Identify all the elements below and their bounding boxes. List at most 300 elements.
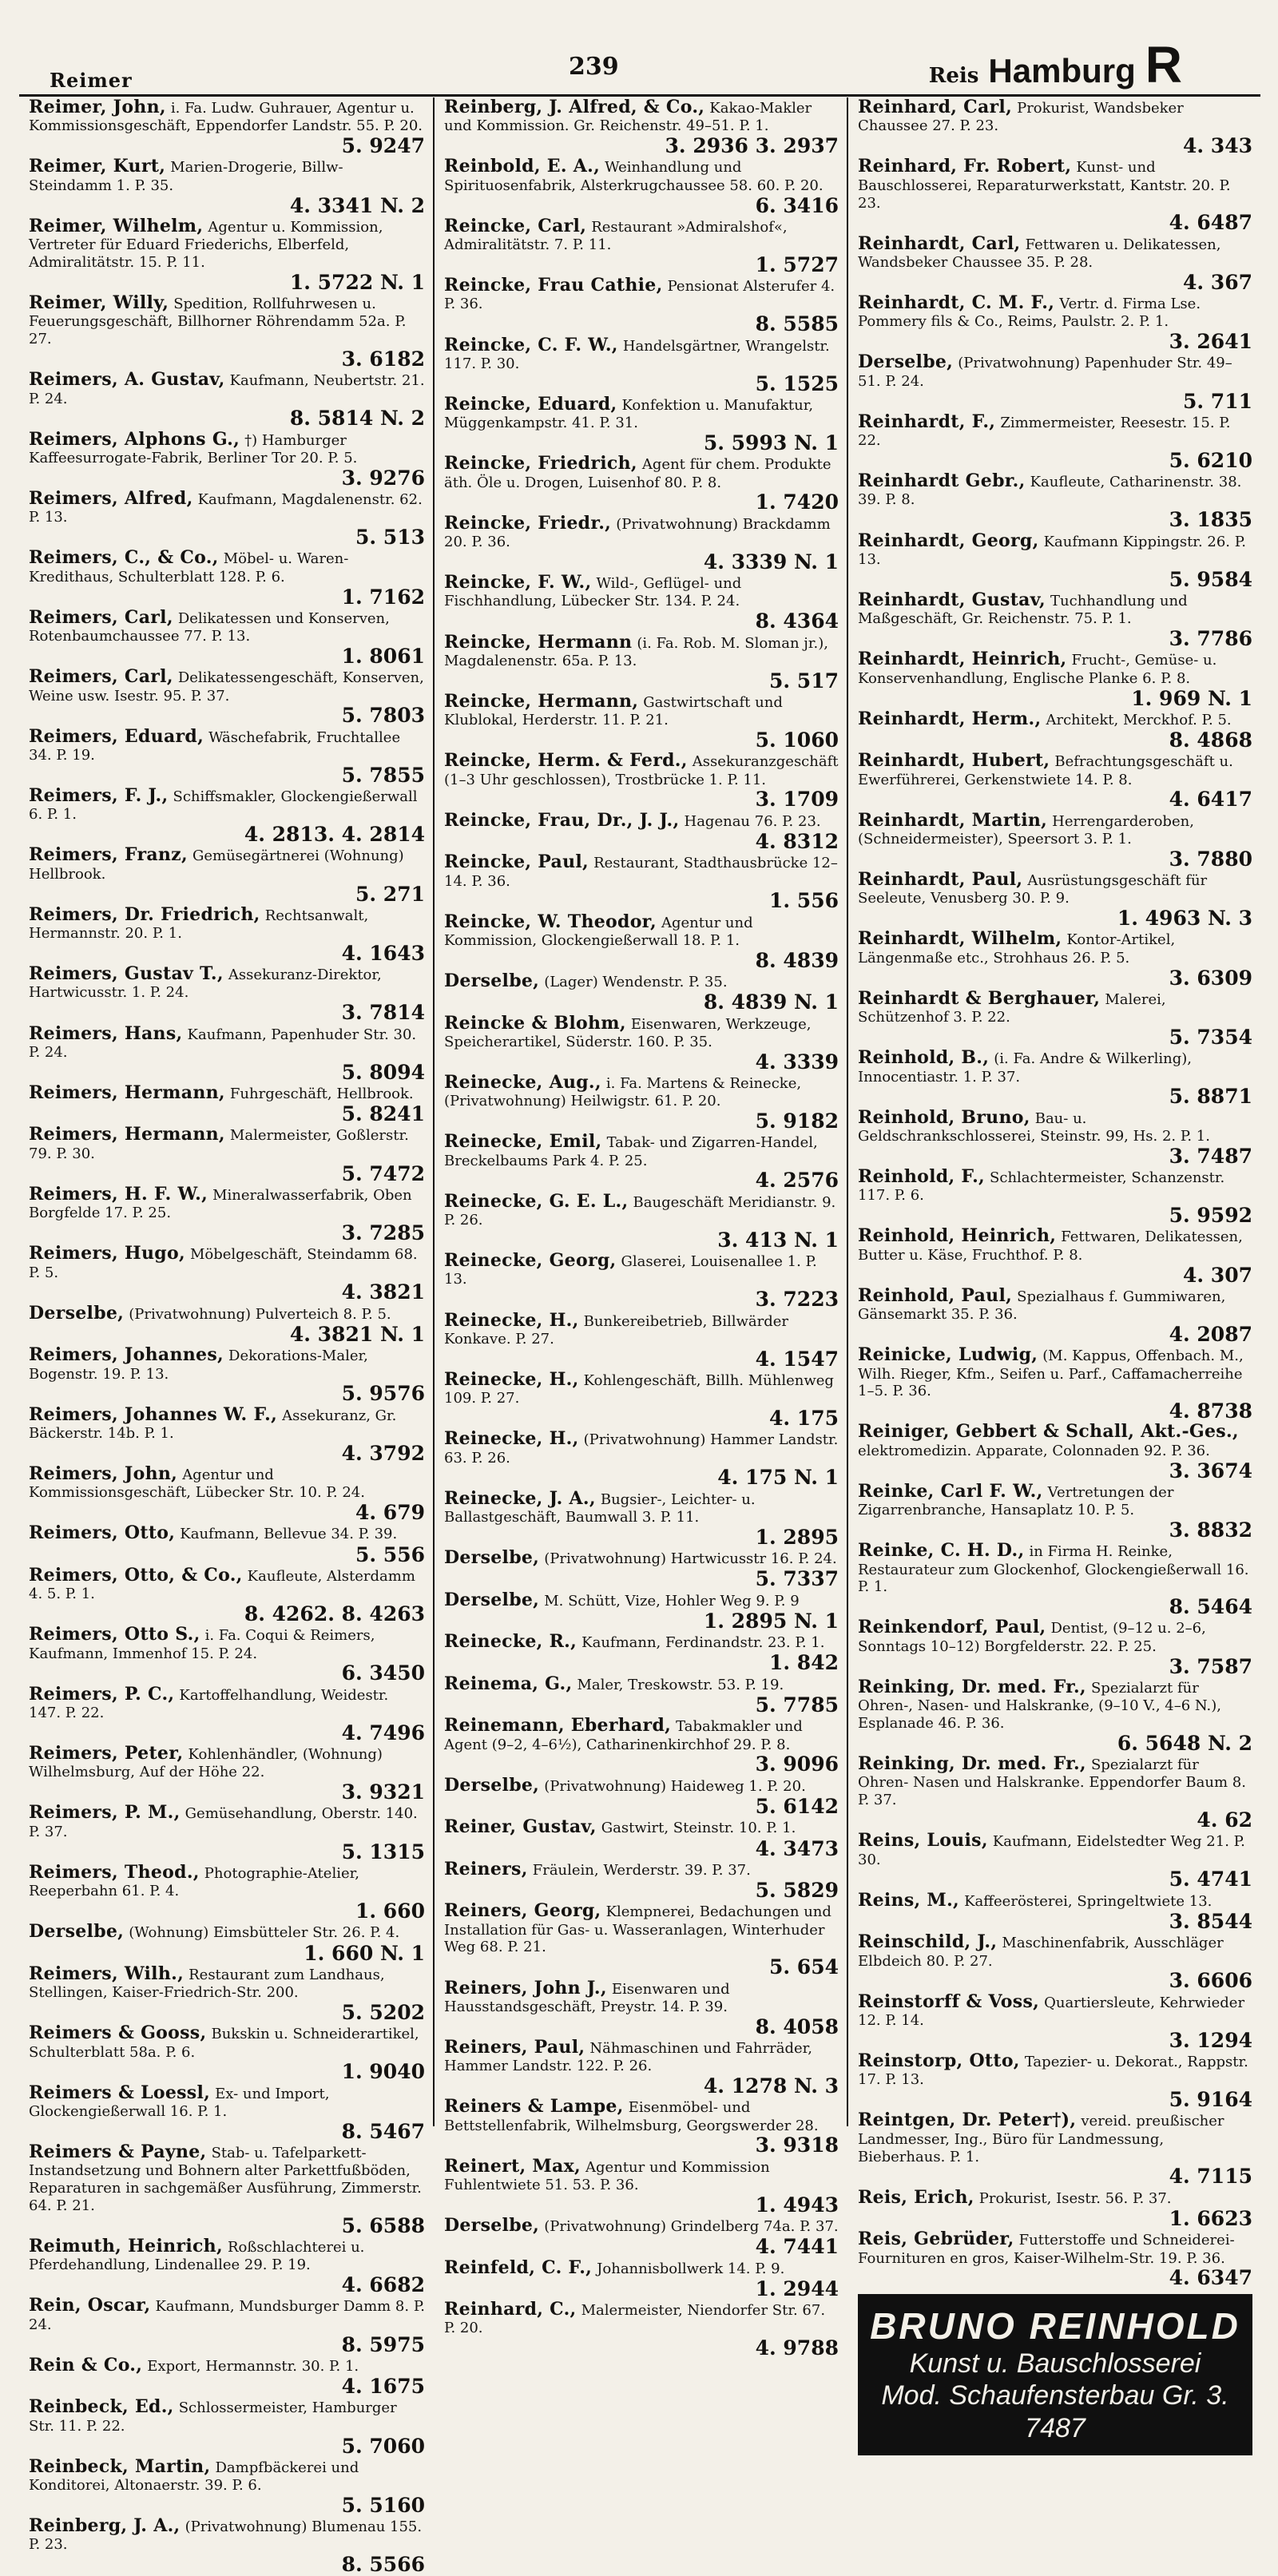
entry-description: Export, Hermannstr. 30. P. 1. <box>147 2357 359 2375</box>
entry-description: Kaufmann, Papenhuder Str. 30. P. 24. <box>29 1026 417 1061</box>
entry-phone: 3. 3674 <box>1169 1459 1252 1482</box>
entry-name: Reinecke, Georg, <box>444 1250 617 1272</box>
entry-description: Kaufmann, Magdalenenstr. 62. P. 13. <box>29 491 423 526</box>
directory-entry <box>858 1482 1252 1541</box>
entry-description: (Wohnung) Eimsbütteler Str. 26. P. 4. <box>129 1924 400 1942</box>
entry-phone: 5. 8241 <box>341 1102 425 1126</box>
entry-description: †) Hamburger Kaffeesurrogate-Fabrik, Berliner Tor 20. P. 5. <box>29 431 358 466</box>
entry-name: Reinhold, Bruno, <box>858 1106 1030 1128</box>
entry-phone: 3. 2936 3. 2937 <box>665 134 839 158</box>
directory-entry <box>29 2356 425 2398</box>
entry-name: Reinecke, J. A., <box>444 1487 596 1509</box>
entry-name: Reinecke, R., <box>444 1631 577 1653</box>
entry-description: Quartiersleute, Kehrwieder 12. P. 14. <box>858 1994 1245 2029</box>
entry-phone: 4. 9788 <box>755 2336 839 2360</box>
directory-entry <box>29 293 425 370</box>
entry-name: Reincke, C. F. W., <box>444 334 618 355</box>
entry-name: Reimers, Hermann, <box>29 1124 225 1145</box>
entry-name: Reinecke, H., <box>444 1309 579 1331</box>
entry-description: Spezialarzt für Ohren- Nasen und Halskranke. Eppendorfer Baum 8. P. 37. <box>858 1756 1246 1809</box>
directory-entry <box>858 352 1252 411</box>
entry-description: Fettwaren, Delikatessen, Butter u. Käse, Fruchthof. P. 8. <box>858 1228 1243 1264</box>
entry-phone: 5. 5993 N. 1 <box>703 431 839 455</box>
entry-name: Reinke, Carl F. W., <box>858 1480 1043 1502</box>
entry-name: Reinke, C. H. D., <box>858 1540 1025 1562</box>
entry-name: Reincke, Friedr., <box>444 512 612 534</box>
entry-description: Kaufmann Kippingstr. 26. P. 13. <box>858 533 1246 568</box>
entry-name: Reimers, Hans, <box>29 1022 183 1044</box>
entry-description: Gastwirtschaft und Klublokal, Herderstr. 11. P. 21. <box>444 693 783 729</box>
entry-name: Reincke, Hermann, <box>444 690 639 712</box>
directory-entry <box>444 2216 839 2258</box>
entry-description: Pensionat Alsterufer 4. P. 36. <box>444 278 835 313</box>
entry-description: Maler, Treskowstr. 53. P. 19. <box>577 1676 784 1693</box>
directory-entry <box>29 1803 425 1862</box>
directory-entry <box>858 471 1252 530</box>
entry-description: Kontor-Artikel, Längenmaße etc., Strohhaus 26. P. 5. <box>858 931 1176 966</box>
entry-name: Reiners, Paul, <box>444 2036 585 2058</box>
entry-description: Frucht-, Gemüse- u. Konservenhandlung, Englische Planke 6. P. 8. <box>858 652 1217 687</box>
entry-name: Reinking, Dr. med. Fr., <box>858 1753 1086 1775</box>
column-3 <box>847 97 1260 2444</box>
entry-description: Malermeister, Niendorfer Str. 67. P. 20. <box>444 2302 826 2337</box>
directory-entry <box>29 667 425 726</box>
directory-entry <box>858 989 1252 1048</box>
entry-description: Schiffsmakler, Glockengießerwall 6. P. 1. <box>29 788 418 824</box>
entry-description: Agentur und Kommissionsgeschäft, Lübecker Str. 10. P. 24. <box>29 1466 365 1502</box>
directory-entry <box>858 2188 1252 2230</box>
entry-phone: 5. 8094 <box>341 1060 425 1084</box>
entry-name: Reinbeck, Martin, <box>29 2455 211 2477</box>
entry-name: Derselbe, <box>444 1774 540 1796</box>
entry-name: Reinking, Dr. med. Fr., <box>858 1676 1086 1697</box>
entry-description: Tabak- und Zigarren-Handel, Breckelbaums Park 4. P. 25. <box>444 1134 818 1169</box>
header-left-keyword: Reimer <box>50 69 133 92</box>
entry-name: Reimers, Hermann, <box>29 1082 225 1103</box>
entry-name: Reinhold, Paul, <box>858 1284 1013 1306</box>
directory-entry <box>444 97 839 157</box>
ad-title: BRUNO REINHOLD <box>870 2304 1240 2347</box>
entry-phone: 1. 7420 <box>755 490 839 514</box>
entry-phone: 3. 1294 <box>1169 2028 1252 2052</box>
directory-entry <box>29 905 425 964</box>
directory-entry <box>29 370 425 429</box>
directory-entry <box>29 2296 425 2355</box>
directory-entry <box>858 811 1252 870</box>
entry-phone: 5. 711 <box>1183 389 1252 413</box>
entry-phone: 8. 5464 <box>1169 1595 1252 1619</box>
entry-phone: 8. 4058 <box>755 2014 839 2038</box>
entry-phone: 5. 4741 <box>1169 1868 1252 1891</box>
entry-phone: 4. 1643 <box>341 941 425 965</box>
entry-description: i. Fa. Ludw. Guhrauer, Agentur u. Kommissionsgeschäft, Eppendorfer Landstr. 55. P. 20. <box>29 100 423 135</box>
entry-description: Fuhrgeschäft, Hellbrook. <box>229 1085 414 1102</box>
directory-entry <box>29 157 425 216</box>
entry-description: (Privatwohnung) Papenhuder Str. 49–51. P. 24. <box>858 355 1232 390</box>
entry-name: Reimers, Otto, & Co., <box>29 1564 243 1586</box>
entry-name: Reins, Louis, <box>858 1830 988 1852</box>
directory-entry <box>444 216 839 276</box>
directory-entry <box>444 1311 839 1370</box>
directory-entry <box>444 1251 839 1310</box>
entry-phone: 5. 9584 <box>1169 567 1252 591</box>
directory-entry <box>858 1831 1252 1890</box>
entry-name: Reincke, Paul, <box>444 851 589 873</box>
entry-phone: 4. 3821 <box>341 1280 425 1304</box>
directory-entry <box>444 1590 839 1633</box>
entry-name: Reimer, Kurt, <box>29 156 166 177</box>
entry-phone: 5. 9576 <box>341 1382 425 1406</box>
entry-phone: 5. 6588 <box>341 2213 425 2237</box>
directory-entry <box>444 2157 839 2216</box>
entry-name: Reinberg, J. A., <box>29 2515 181 2537</box>
entry-name: Reiniger, Gebbert & Schall, Akt.-Ges., <box>858 1421 1239 1443</box>
entry-phone: 4. 7441 <box>755 2235 839 2259</box>
entry-name: Reinhardt, Herm., <box>858 708 1042 729</box>
entry-description: Kohlengeschäft, Billh. Mühlenweg 109. P. 27. <box>444 1371 834 1407</box>
entry-description: Prokurist, Wandsbeker Chaussee 27. P. 23. <box>858 100 1184 135</box>
directory-entry <box>858 2110 1252 2187</box>
directory-entry <box>858 1345 1252 1422</box>
entry-name: Reinhardt, Gustav, <box>858 589 1046 610</box>
entry-phone: 1. 6623 <box>1169 2206 1252 2230</box>
entry-phone: 5. 6142 <box>755 1794 839 1818</box>
directory-entry <box>858 157 1252 233</box>
entry-phone: 8. 4839 <box>755 948 839 972</box>
entry-phone: 4. 343 <box>1183 134 1252 158</box>
entry-description: elektromedizin. Apparate, Colonnaden 92. P. 36. <box>858 1442 1210 1459</box>
entry-name: Reimer, John, <box>29 97 166 117</box>
entry-phone: 5. 9182 <box>755 1109 839 1133</box>
directory-entry <box>858 1108 1252 1167</box>
entry-phone: 4. 679 <box>355 1501 425 1525</box>
entry-phone: 3. 8544 <box>1169 1910 1252 1933</box>
entry-name: Reincke & Blohm, <box>444 1012 626 1034</box>
entry-description: Schlossermeister, Hamburger Str. 11. P. 22. <box>29 2399 397 2435</box>
entry-description: (Privatwohnung) Hammer Landstr. 63. P. 26. <box>444 1431 839 1467</box>
entry-description: Befrachtungsgeschäft u. Ewerführerei, Gerkenstwiete 14. P. 8. <box>858 753 1233 788</box>
entry-name: Reinbold, E. A., <box>444 156 601 177</box>
entry-description: Wäschefabrik, Fruchtallee 34. P. 19. <box>29 728 401 764</box>
entry-phone: 4. 367 <box>1183 270 1252 294</box>
entry-name: Reinhard, Fr. Robert, <box>858 156 1072 177</box>
ad-line-1: Kunst u. Bauschlosserei <box>909 2348 1201 2379</box>
entry-phone: 6. 3416 <box>755 193 839 217</box>
entry-name: Reinhardt, C. M. F., <box>858 292 1055 314</box>
entry-phone: 3. 9318 <box>755 2133 839 2157</box>
entry-description: (i. Fa. Andre & Wilkerling), Innocentiastr. 1. P. 37. <box>858 1050 1192 1086</box>
entry-description: Architekt, Merckhof. P. 5. <box>1046 711 1232 728</box>
entry-description: Eisenwaren und Hausstandsgeschäft, Preystr. 14. P. 39. <box>444 1980 730 2015</box>
entry-name: Derselbe, <box>858 351 954 373</box>
entry-description: Mineralwasserfabrik, Oben Borgfelde 17. P. 25. <box>29 1186 412 1222</box>
entry-name: Reimers, H. F. W., <box>29 1183 208 1205</box>
entry-description: Fräulein, Werderstr. 39. P. 37. <box>532 1861 751 1879</box>
entry-name: Reimers, Johannes W. F., <box>29 1403 278 1425</box>
entry-name: Reinecke, H., <box>444 1428 579 1450</box>
entry-name: Reimer, Wilhelm, <box>29 215 204 236</box>
entry-name: Reinhardt, Paul, <box>858 869 1023 891</box>
entry-name: Reinema, G., <box>444 1673 573 1694</box>
entry-name: Reimers, P. C., <box>29 1683 175 1705</box>
entry-description: Assekuranz-Direktor, Hartwicusstr. 1. P. 24. <box>29 966 382 1002</box>
entry-description: Tapezier- u. Dekorat., Rappstr. 17. P. 13. <box>858 2054 1248 2089</box>
entry-phone: 3. 6182 <box>341 347 425 371</box>
entry-phone: 5. 5202 <box>341 2000 425 2024</box>
entry-name: Reis, Gebrüder, <box>858 2229 1014 2250</box>
entry-name: Reimers, Johannes, <box>29 1344 224 1366</box>
directory-entry <box>444 395 839 454</box>
entry-name: Reimers & Gooss, <box>29 2022 207 2044</box>
entry-name: Reinhold, Heinrich, <box>858 1225 1057 1247</box>
entry-name: Reinert, Max, <box>444 2155 581 2177</box>
entry-phone: 3. 6606 <box>1169 1969 1252 1993</box>
entry-description: Konfektion u. Manufaktur, Müggenkampstr. 41. P. 31. <box>444 396 814 432</box>
directory-entry <box>29 2142 425 2237</box>
directory-entry <box>29 786 425 845</box>
entry-phone: 3. 9321 <box>341 1780 425 1804</box>
directory-entry <box>858 709 1252 752</box>
advertisement-box <box>858 2294 1252 2455</box>
entry-description: Fettwaren u. Delikatessen, Wandsbeker Chaussee 35. P. 28. <box>858 236 1221 271</box>
entry-name: Reimers & Payne, <box>29 2141 207 2162</box>
entry-phone: 4. 175 N. 1 <box>717 1466 839 1490</box>
entry-phone: 5. 5160 <box>341 2493 425 2517</box>
entry-description: in Firma H. Reinke, Restaurateur zum Glockenhof, Glockengießerwall 16. P. 1. <box>858 1543 1249 1596</box>
directory-entry <box>444 1817 839 1860</box>
directory-entry <box>444 1548 839 1590</box>
entry-phone: 1. 660 <box>355 1899 425 1923</box>
column-1 <box>19 97 433 2576</box>
entry-phone: 5. 7472 <box>341 1161 425 1185</box>
directory-entry <box>29 2397 425 2456</box>
entry-description: Spedition, Rollfuhrwesen u. Feuerungsgeschäft, Billhorner Röhrendamm 52a. P. 27. <box>29 296 407 348</box>
entry-phone: 8. 4839 N. 1 <box>703 990 839 1014</box>
entry-description: Glaserei, Louisenallee 1. P. 13. <box>444 1253 817 1288</box>
directory-entry <box>858 1286 1252 1345</box>
entry-name: Derselbe, <box>444 1589 540 1610</box>
entry-phone: 1. 2895 <box>755 1525 839 1549</box>
directory-entry <box>29 489 425 548</box>
entry-description: Nähmaschinen und Fahrräder, Hammer Landstr. 122. P. 26. <box>444 2039 812 2075</box>
entry-phone: 6. 3450 <box>341 1661 425 1685</box>
entry-name: Reincke, Herm. & Ferd., <box>444 750 688 772</box>
directory-entry <box>29 608 425 667</box>
directory-entry <box>29 1083 425 1125</box>
entry-description: (Privatwohnung) Hartwicusstr 16. P. 24. <box>544 1550 837 1568</box>
entry-description: Agentur u. Kommission, Vertreter für Eduard Friederichs, Elberfeld, Admiralitätstr. 15. P. 11. <box>29 218 383 271</box>
entry-name: Reincke, Frau, Dr., J. J., <box>444 809 680 831</box>
entry-description: Kartoffelhandlung, Weidestr. 147. P. 22. <box>29 1686 389 1721</box>
entry-description: Prokurist, Isestr. 56. P. 37. <box>978 2189 1172 2207</box>
entry-name: Derselbe, <box>444 1547 540 1569</box>
directory-entry <box>858 97 1252 157</box>
entry-name: Reimers, Franz, <box>29 844 188 866</box>
entry-name: Reincke, Eduard, <box>444 393 617 415</box>
entry-name: Reinecke, H., <box>444 1368 579 1390</box>
entry-name: Derselbe, <box>444 2215 540 2237</box>
entry-phone: 4. 6347 <box>1169 2266 1252 2290</box>
entry-name: Reinhardt, Wilhelm, <box>858 928 1062 950</box>
entry-description: Weinhandlung und Spirituosenfabrik, Alsterkrugchaussee 58. 60. P. 20. <box>444 159 824 194</box>
entry-name: Reinkendorf, Paul, <box>858 1617 1046 1638</box>
entry-description: Bukskin u. Schneiderartikel, Schulterblatt 58a. P. 6. <box>29 2026 419 2061</box>
entry-phone: 4. 2813. 4. 2814 <box>244 823 425 847</box>
directory-entry <box>444 157 839 216</box>
entry-phone: 1. 5722 N. 1 <box>289 270 425 294</box>
entry-description: (i. Fa. Rob. M. Sloman jr.), Magdalenenstr. 65a. P. 13. <box>444 634 828 669</box>
entry-description: Tuchhandlung und Maßgeschäft, Gr. Reichenstr. 75. P. 1. <box>858 592 1188 628</box>
entry-name: Reinstorff & Voss, <box>858 1991 1040 2012</box>
entry-phone: 5. 7060 <box>341 2434 425 2458</box>
entry-phone: 5. 7803 <box>341 704 425 728</box>
directory-entry <box>444 335 839 395</box>
entry-description: vereid. preußischer Landmesser, Ing., Büro für Landmessung, Bieberhaus. P. 1. <box>858 2113 1224 2165</box>
entry-phone: 1. 4943 <box>755 2193 839 2217</box>
entry-description: Möbel- u. Waren-Kredithaus, Schulterblatt 128. P. 6. <box>29 550 349 585</box>
entry-description: Malermeister, Goßlerstr. 79. P. 30. <box>29 1127 409 1162</box>
entry-phone: 3. 7285 <box>341 1221 425 1245</box>
directory-entry <box>444 1674 839 1717</box>
directory-entry <box>444 573 839 632</box>
entry-phone: 3. 7587 <box>1169 1654 1252 1678</box>
entry-name: Reimers, Hugo, <box>29 1243 185 1264</box>
entry-name: Reinhardt & Berghauer, <box>858 987 1101 1009</box>
directory-entry <box>444 514 839 573</box>
entry-phone: 8. 5975 <box>341 2332 425 2356</box>
entry-description: Tabakmakler und Agent (9–2, 4–6½), Catharinenkirchhof 29. P. 8. <box>444 1718 803 1753</box>
entry-name: Reimers, Theod., <box>29 1861 200 1883</box>
entry-phone: 4. 7496 <box>341 1721 425 1744</box>
entry-phone: 5. 654 <box>769 1955 839 1979</box>
entry-name: Reimers, Wilh., <box>29 1963 185 1984</box>
directory-entry <box>858 1891 1252 1933</box>
entry-phone: 5. 5829 <box>755 1879 839 1903</box>
directory-entry <box>29 1964 425 2023</box>
directory-entry <box>858 1677 1252 1754</box>
entry-description: Dampfbäckerei und Konditorei, Altonaerstr. 39. P. 6. <box>29 2459 359 2495</box>
entry-name: Reinicke, Ludwig, <box>858 1344 1038 1366</box>
entry-name: Reis, Erich, <box>858 2186 974 2208</box>
directory-entry <box>858 870 1252 929</box>
entry-phone: 5. 9164 <box>1169 2088 1252 2112</box>
entry-name: Reinhardt, Martin, <box>858 809 1048 831</box>
entry-phone: 1. 2944 <box>755 2276 839 2300</box>
entry-description: Spezialhaus f. Gummiwaren, Gänsemarkt 35. P. 36. <box>858 1288 1226 1324</box>
entry-phone: 5. 513 <box>355 526 425 550</box>
entry-name: Derselbe, <box>29 1921 125 1943</box>
entry-phone: 3. 7487 <box>1169 1144 1252 1168</box>
entry-phone: 5. 1315 <box>341 1840 425 1864</box>
entry-phone: 1. 7162 <box>341 585 425 609</box>
entry-phone: 3. 7814 <box>341 1001 425 1025</box>
directory-entry <box>29 964 425 1023</box>
entry-phone: 5. 7785 <box>755 1693 839 1717</box>
entry-phone: 3. 7786 <box>1169 627 1252 651</box>
entry-name: Reimer, Willy, <box>29 292 169 314</box>
directory-entry <box>858 1754 1252 1831</box>
entry-name: Reinstorp, Otto, <box>858 2050 1020 2072</box>
entry-description: Kunst- und Bauschlosserei, Reparaturwerkstatt, Kantstr. 20. P. 23. <box>858 159 1231 212</box>
entry-name: Reiners, John J., <box>444 1977 607 1998</box>
entry-name: Rein, Oscar, <box>29 2295 151 2316</box>
entry-phone: 3. 1835 <box>1169 508 1252 532</box>
entry-name: Reinberg, J. Alfred, & Co., <box>444 97 705 117</box>
directory-entry <box>29 1863 425 1922</box>
entry-phone: 3. 2641 <box>1169 330 1252 354</box>
entry-description: Eisenwaren, Werkzeuge, Speicherartikel, Süderstr. 160. P. 35. <box>444 1015 812 1050</box>
entry-name: Reincke, F. W., <box>444 572 592 593</box>
entry-description: Kohlenhändler, (Wohnung) Wilhelmsburg, Auf der Höhe 22. <box>29 1746 383 1781</box>
entry-phone: 5. 1525 <box>755 371 839 395</box>
entry-description: Kaufmann, Mundsburger Damm 8. P. 24. <box>29 2298 426 2333</box>
entry-description: Kaufleute, Alsterdamm 4. 5. P. 1. <box>29 1567 415 1603</box>
directory-entry <box>29 727 425 786</box>
entry-phone: 3. 9276 <box>341 466 425 490</box>
directory-entry <box>444 1370 839 1429</box>
entry-phone: 4. 7115 <box>1169 2165 1252 2189</box>
entry-description: Kaffeerösterei, Springeltwiete 13. <box>964 1892 1213 1910</box>
entry-description: i. Fa. Martens & Reinecke, (Privatwohnung) Heilwigstr. 61. P. 20. <box>444 1074 802 1110</box>
entry-description: Klempnerei, Bedachungen und Installation für Gas- u. Wasseranlagen, Winterhuder Weg 68. P. 21. <box>444 1903 831 1956</box>
entry-phone: 8. 5467 <box>341 2119 425 2143</box>
entry-phone: 5. 6210 <box>1169 448 1252 472</box>
entry-description: Kaufmann, Bellevue 34. P. 39. <box>180 1526 398 1543</box>
entry-description: Kakao-Makler und Kommission. Gr. Reichenstr. 49–51. P. 1. <box>444 100 812 135</box>
entry-name: Reinecke, Aug., <box>444 1071 601 1093</box>
directory-entry <box>29 2083 425 2142</box>
entry-description: Eisenmöbel- und Bettstellenfabrik, Wilhelmsburg, Georgswerder 28. <box>444 2099 819 2134</box>
entry-name: Reinecke, G. E. L., <box>444 1190 629 1212</box>
entry-description: Maschinenfabrik, Ausschläger Elbdeich 80. P. 27. <box>858 1935 1224 1970</box>
entry-phone: 3. 7223 <box>755 1288 839 1312</box>
entry-description: Herrengarderoben, (Schneidermeister), Speersort 3. P. 1. <box>858 812 1194 847</box>
entry-description: Ex- und Import, Glockengießerwall 16. P. 1. <box>29 2085 330 2120</box>
entry-name: Reincke, Hermann <box>444 631 633 653</box>
directory-entry <box>29 1185 425 1244</box>
directory-entry <box>444 1132 839 1191</box>
directory-entry <box>444 1860 839 1902</box>
directory-entry <box>29 2237 425 2296</box>
entry-name: Reimers, Carl, <box>29 606 173 628</box>
entry-phone: 1. 660 N. 1 <box>304 1941 425 1965</box>
directory-entry <box>858 1617 1252 1677</box>
entry-phone: 4. 6487 <box>1169 211 1252 235</box>
entry-phone: 5. 9592 <box>1169 1204 1252 1228</box>
entry-description: Photographie-Atelier, Reeperbahn 61. P. 4. <box>29 1864 359 1900</box>
entry-phone: 1. 842 <box>769 1651 839 1675</box>
entry-phone: 8. 4364 <box>755 609 839 633</box>
entry-name: Reinhold, F., <box>858 1166 985 1188</box>
ad-line-2: Mod. Schaufensterbau Gr. 3. 7487 <box>881 2380 1229 2444</box>
directory-entry <box>858 412 1252 471</box>
directory-entry <box>29 2023 425 2082</box>
entry-phone: 8. 4262. 8. 4263 <box>244 1602 425 1626</box>
entry-description: Dekorations-Maler, Bogenstr. 19. P. 13. <box>29 1348 368 1383</box>
directory-entry <box>29 548 425 607</box>
directory-entry <box>29 1244 425 1303</box>
entry-name: Reimers & Loessl, <box>29 2082 211 2103</box>
entry-description: Kaufleute, Catharinenstr. 38. 39. P. 8. <box>858 474 1242 509</box>
entry-phone: 1. 2895 N. 1 <box>703 1609 839 1633</box>
entry-name: Reincke, W. Theodor, <box>444 911 657 932</box>
entry-phone: 8. 5566 <box>341 2553 425 2576</box>
directory-entry <box>29 1345 425 1404</box>
directory-entry <box>29 1685 425 1744</box>
entry-phone: 8. 5814 N. 2 <box>289 407 425 431</box>
directory-entry <box>444 2038 839 2097</box>
entry-description: Spezialarzt für Ohren-, Nasen- und Halskranke, (9–10 V., 4–6 N.), Esplanade 46. P. 36. <box>858 1679 1221 1732</box>
